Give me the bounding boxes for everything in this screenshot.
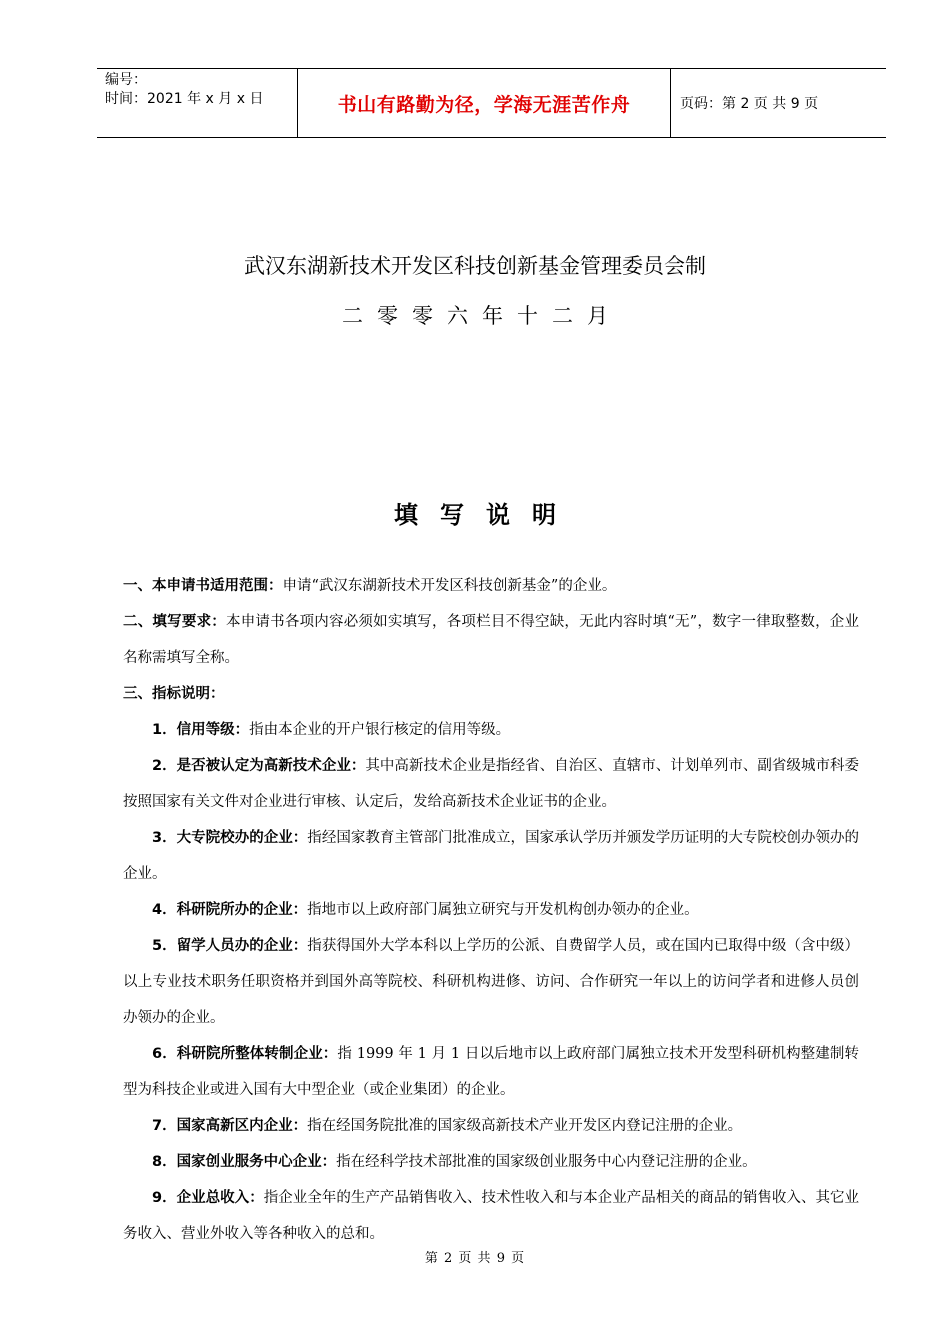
- section-2: [123, 604, 859, 676]
- item-head: 9．企业总收入：: [152, 1190, 264, 1206]
- section-text: 申请“武汉东湖新技术开发区科技创新基金”的企业。: [282, 578, 617, 594]
- time-label: 时间：2021 年 x 月 x 日: [105, 91, 264, 107]
- page-code: 页码：第 2 页 共 9 页: [680, 96, 819, 112]
- page-title: 填写说明: [394, 501, 578, 529]
- item-text: 指在经国务院批准的国家级高新技术产业开发区内登记注册的企业。: [307, 1118, 743, 1134]
- item-7: [123, 1108, 859, 1144]
- motto: 书山有路勤为径，学海无涯苦作舟: [337, 93, 631, 116]
- item-1: [123, 712, 859, 748]
- item-9: [123, 1180, 859, 1252]
- item-text: 指由本企业的开户银行核定的信用等级。: [249, 722, 511, 738]
- item-head: 4．科研院所办的企业：: [152, 902, 308, 918]
- date-line: 二零零六年十二月: [342, 304, 622, 328]
- item-head: 8．国家创业服务中心企业：: [152, 1154, 337, 1170]
- instructions-body: [123, 568, 859, 1252]
- item-8: [123, 1144, 859, 1180]
- item-6: [123, 1036, 859, 1108]
- header-meta: [105, 71, 295, 109]
- item-text: 指地市以上政府部门属独立研究与开发机构创办领办的企业。: [307, 902, 699, 918]
- item-head: 3．大专院校办的企业：: [152, 830, 308, 846]
- section-1: [123, 568, 859, 604]
- section-3: [123, 676, 859, 712]
- item-5: [123, 928, 859, 1036]
- header-table: [97, 68, 886, 138]
- item-head: 7．国家高新区内企业：: [152, 1118, 308, 1134]
- item-head: 1．信用等级：: [152, 722, 250, 738]
- item-head: 5．留学人员办的企业：: [152, 938, 308, 954]
- item-text: 指企业全年的生产产品销售收入、技术性收入和与本企业产品相关的商品的销售收入、其它业务收入、营业外收入等各种收入的总和。: [123, 1190, 860, 1242]
- header-divider: [670, 69, 671, 137]
- item-text: 其中高新技术企业是指经省、自治区、直辖市、计划单列市、副省级城市科委按照国家有关文件对企业进行审核、认定后，发给高新技术企业证书的企业。: [123, 758, 859, 810]
- item-2: [123, 748, 859, 820]
- page-footer: 第 2 页 共 9 页: [424, 1251, 526, 1266]
- serial-label: 编号：: [105, 72, 147, 88]
- item-3: [123, 820, 859, 892]
- section-head: 一、本申请书适用范围：: [123, 578, 283, 594]
- item-text: 指在经科学技术部批准的国家级创业服务中心内登记注册的企业。: [336, 1154, 757, 1170]
- item-4: [123, 892, 859, 928]
- item-text: 指经国家教育主管部门批准成立，国家承认学历并颁发学历证明的大专院校创办领办的企业。: [123, 830, 859, 882]
- item-head: 6．科研院所整体转制企业：: [152, 1046, 338, 1062]
- item-text: 指 1999 年 1 月 1 日以后地市以上政府部门属独立技术开发型科研机构整建制转型为科技企业或进入国有大中型企业（或企业集团）的企业。: [123, 1046, 859, 1098]
- section-text: 本申请书各项内容必须如实填写，各项栏目不得空缺，无此内容时填“无”，数字一律取整数，企业名称需填写全称。: [123, 614, 859, 666]
- section-head: 三、指标说明：: [123, 686, 225, 702]
- item-text: 指获得国外大学本科以上学历的公派、自费留学人员，或在国内已取得中级（含中级）以上专业技术职务任职资格并到国外高等院校、科研机构进修、访问、合作研究一年以上的访问学者和进修人员创办领办的企业。: [123, 938, 859, 1026]
- item-head: 2．是否被认定为高新技术企业：: [152, 758, 366, 774]
- section-head: 二、填写要求：: [123, 614, 226, 630]
- organization-line: 武汉东湖新技术开发区科技创新基金管理委员会制: [244, 254, 706, 278]
